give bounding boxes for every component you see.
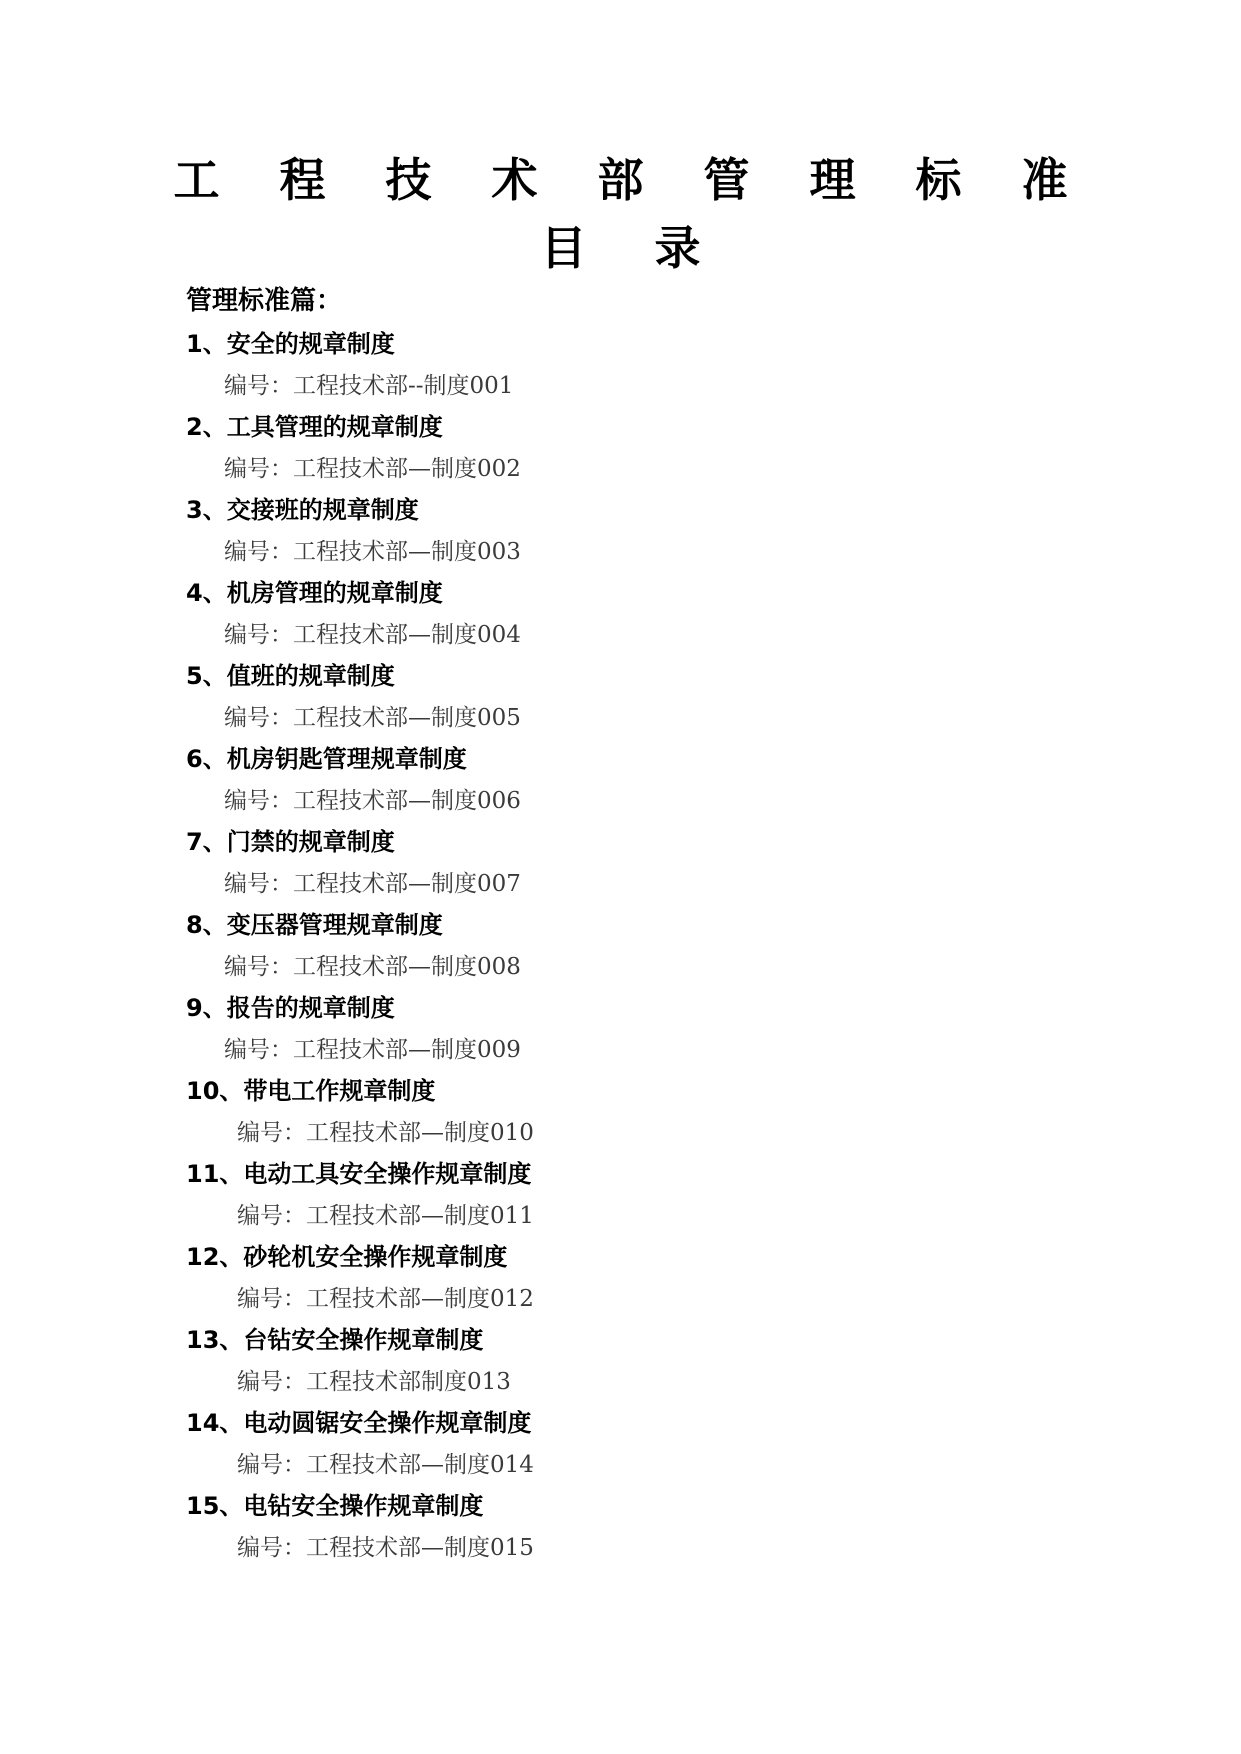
entry-code: 编号：工程技术部—制度009 [224,1036,521,1063]
toc-entry [186,822,1086,905]
entry-title: 11、电动工具安全操作规章制度 [186,1160,532,1188]
entry-code: 编号：工程技术部—制度006 [224,787,521,814]
toc-entry [186,739,1086,822]
entry-code: 编号：工程技术部—制度004 [224,621,521,648]
entry-title: 15、电钻安全操作规章制度 [186,1492,484,1520]
toc-entry [186,490,1086,573]
toc-entry [186,1154,1086,1237]
table-of-contents [186,324,1086,1569]
toc-entry [186,1403,1086,1486]
entry-code: 编号：工程技术部--制度001 [224,372,514,399]
toc-entry [186,324,1086,407]
toc-entry [186,1071,1086,1154]
entry-title: 4、机房管理的规章制度 [186,579,443,607]
toc-entry [186,905,1086,988]
entry-code: 编号：工程技术部制度013 [237,1368,511,1395]
entry-title: 2、工具管理的规章制度 [186,413,443,441]
toc-entry [186,1237,1086,1320]
toc-entry [186,656,1086,739]
entry-code: 编号：工程技术部—制度002 [224,455,521,482]
toc-entry [186,407,1086,490]
entry-code: 编号：工程技术部—制度005 [224,704,521,731]
entry-code: 编号：工程技术部—制度011 [237,1202,534,1229]
document-title: 工 程 技 术 部 管 理 标 准 [173,153,1090,207]
entry-code: 编号：工程技术部—制度012 [237,1285,534,1312]
entry-code: 编号：工程技术部—制度014 [237,1451,534,1478]
entry-code: 编号：工程技术部—制度003 [224,538,521,565]
toc-entry [186,988,1086,1071]
entry-title: 10、带电工作规章制度 [186,1077,436,1105]
entry-title: 13、台钻安全操作规章制度 [186,1326,484,1354]
entry-title: 12、砂轮机安全操作规章制度 [186,1243,508,1271]
document-subtitle: 目 录 [540,221,727,275]
entry-title: 6、机房钥匙管理规章制度 [186,745,467,773]
entry-title: 1、安全的规章制度 [186,330,395,358]
toc-entry [186,573,1086,656]
entry-title: 3、交接班的规章制度 [186,496,419,524]
entry-title: 8、变压器管理规章制度 [186,911,443,939]
entry-title: 7、门禁的规章制度 [186,828,395,856]
entry-code: 编号：工程技术部—制度008 [224,953,521,980]
toc-entry [186,1320,1086,1403]
entry-code: 编号：工程技术部—制度015 [237,1534,534,1561]
entry-code: 编号：工程技术部—制度010 [237,1119,534,1146]
entry-code: 编号：工程技术部—制度007 [224,870,521,897]
entry-title: 14、电动圆锯安全操作规章制度 [186,1409,532,1437]
section-heading: 管理标准篇： [186,286,343,316]
toc-entry [186,1486,1086,1569]
entry-title: 5、值班的规章制度 [186,662,395,690]
entry-title: 9、报告的规章制度 [186,994,395,1022]
